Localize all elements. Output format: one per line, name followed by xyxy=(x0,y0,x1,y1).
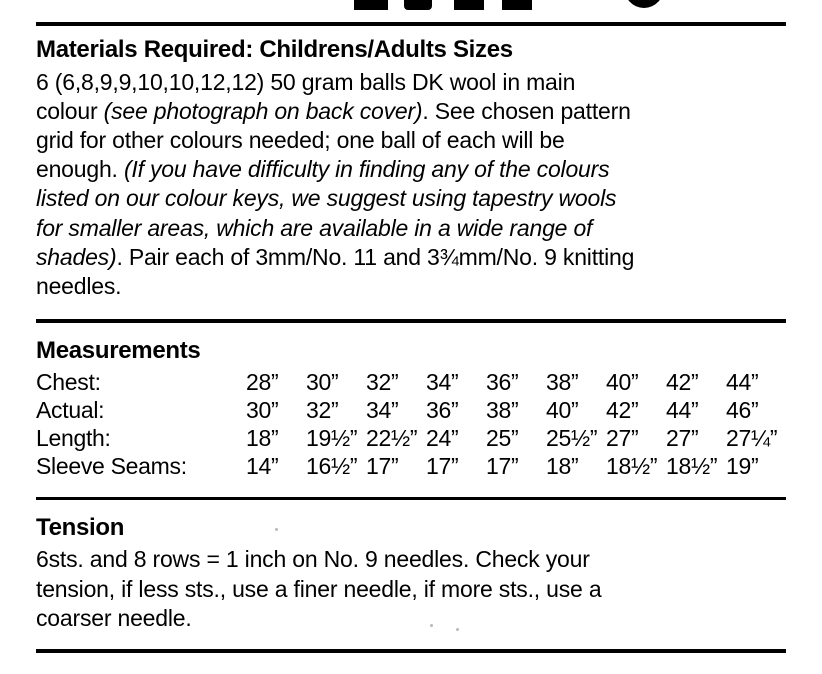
table-row xyxy=(36,369,786,397)
cell-value: 36” xyxy=(426,396,459,423)
cell-value: 27¼” xyxy=(726,424,778,451)
cell-value: 32” xyxy=(366,368,399,395)
cell-value: 16½” xyxy=(306,452,358,479)
cell-value: 40” xyxy=(606,368,639,395)
divider-bottom xyxy=(36,649,786,653)
table-row xyxy=(36,425,786,453)
cell-value: 17” xyxy=(426,452,459,479)
tension-line-3: coarser needle. xyxy=(36,604,192,631)
cell-value: 18½” xyxy=(606,452,658,479)
speck xyxy=(430,624,433,627)
cell-value: 22½” xyxy=(366,424,418,451)
materials-heading: Materials Required: Childrens/Adults Sizes xyxy=(36,36,513,63)
table-row xyxy=(36,397,786,425)
materials-line-7b: . Pair each of 3mm/No. 11 and 3¾mm/No. 9 knitting xyxy=(116,243,635,270)
tension-line-2: tension, if less sts., use a finer needle, if more sts., use a xyxy=(36,575,602,602)
table-row xyxy=(36,453,786,481)
materials-line-3: grid for other colours needed; one ball of each will be xyxy=(36,127,565,153)
cell-value: 19” xyxy=(726,452,759,479)
materials-line-2b: . See chosen pattern xyxy=(422,97,631,124)
cell-value: 36” xyxy=(486,368,519,395)
cell-value: 34” xyxy=(366,396,399,423)
cell-value: 25” xyxy=(486,424,519,451)
title-glyph xyxy=(502,0,532,10)
tension-heading: Tension xyxy=(36,513,125,541)
cell-value: 19½” xyxy=(306,424,358,451)
measurements-heading: Measurements xyxy=(36,337,201,365)
cell-value: 18” xyxy=(246,424,279,451)
row-label: Chest: xyxy=(36,368,101,395)
cell-value: 14” xyxy=(246,452,279,479)
materials-line-8: needles. xyxy=(36,273,122,300)
measurements-section xyxy=(36,323,786,491)
materials-line-5-italic: listed on our colour keys, we suggest using tapestry wools xyxy=(36,185,617,212)
cell-value: 46” xyxy=(726,396,759,423)
title-glyph xyxy=(354,0,388,10)
materials-line-6-italic: for smaller areas, which are available in a wide range of xyxy=(36,214,593,241)
cell-value: 44” xyxy=(726,368,759,395)
cell-value: 38” xyxy=(486,396,519,423)
divider-top xyxy=(36,22,786,26)
measurements-table xyxy=(36,369,786,481)
materials-section xyxy=(36,36,786,309)
row-label: Length: xyxy=(36,424,111,451)
cell-value: 17” xyxy=(366,452,399,479)
tension-line-1: 6sts. and 8 rows = 1 inch on No. 9 needles. Check your xyxy=(36,546,590,573)
cell-value: 32” xyxy=(306,396,339,423)
cell-value: 34” xyxy=(426,368,459,395)
speck xyxy=(456,628,459,631)
cell-value: 24” xyxy=(426,424,459,451)
cell-value: 38” xyxy=(546,368,579,395)
measurements-table-body xyxy=(36,369,786,481)
cell-value: 44” xyxy=(666,396,699,423)
materials-line-4-italic: (If you have difficulty in finding any of the colours xyxy=(123,156,610,183)
cropped-title-glyphs xyxy=(36,0,786,22)
cell-value: 25½” xyxy=(546,424,598,451)
materials-line-2-italic: (see photograph on back cover) xyxy=(103,97,423,124)
cell-value: 40” xyxy=(546,396,579,423)
cell-value: 27” xyxy=(666,424,699,451)
cell-value: 18” xyxy=(546,452,579,479)
materials-line-2a: colour xyxy=(36,97,104,124)
materials-body xyxy=(36,68,786,302)
cell-value: 42” xyxy=(666,368,699,395)
title-glyph xyxy=(404,0,432,10)
materials-line-1: 6 (6,8,9,9,10,10,12,12) 50 gram balls DK wool in main xyxy=(36,68,576,95)
title-glyph xyxy=(624,0,664,8)
cell-value: 42” xyxy=(606,396,639,423)
cell-value: 27” xyxy=(606,424,639,451)
tension-body xyxy=(36,545,786,633)
cell-value: 18½” xyxy=(666,452,718,479)
title-glyph xyxy=(454,0,484,10)
cell-value: 28” xyxy=(246,368,279,395)
tension-section xyxy=(36,500,786,643)
materials-line-7-italic: shades) xyxy=(36,243,117,270)
row-label: Sleeve Seams: xyxy=(36,452,187,479)
materials-line-4a: enough. xyxy=(36,156,124,183)
cell-value: 30” xyxy=(306,368,339,395)
cell-value: 17” xyxy=(486,452,519,479)
cell-value: 30” xyxy=(246,396,279,423)
row-label: Actual: xyxy=(36,396,105,423)
speck xyxy=(275,528,278,531)
